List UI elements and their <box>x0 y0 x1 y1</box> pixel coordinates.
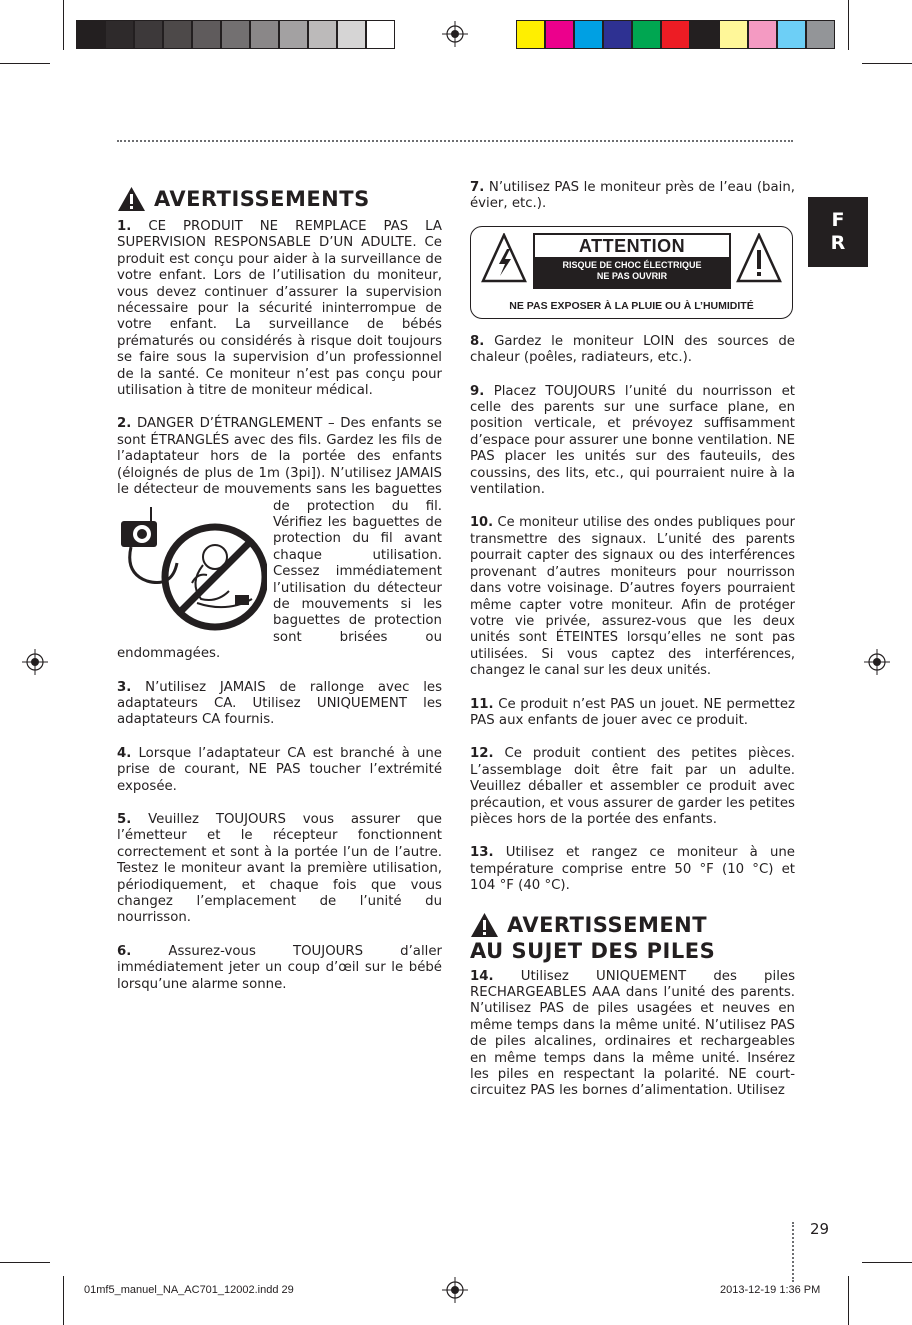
registration-mark-icon <box>864 649 890 675</box>
top-dotted-rule <box>117 140 793 142</box>
warning-triangle-icon <box>470 912 499 938</box>
color-swatch <box>105 20 134 49</box>
language-tab: F R <box>808 197 868 267</box>
crop-mark <box>0 1262 50 1263</box>
warning-4: 4. Lorsque l’adaptateur CA est branché à une prise de courant, NE PAS toucher l’extrémité exposée. <box>117 745 442 794</box>
warning-1: 1. CE PRODUIT NE REMPLACE PAS LA SUPERVISION RESPONSABLE D’UN ADULTE. Ce produit est conçu pour aider à la surveillance de votre enfant. Lors de l’utilisation du moniteur, vous devez continuer d’assurer la supervision nécessaire pour la sécurité ininterrompue de votre enfant. La surveillance de bébés prématurés ou considérés à risque doit toujours se faire sous la supervision d’un professionnel de la santé. Ce moniteur n’est pas conçu pour utilisation à titre de moniteur médical. <box>117 219 442 399</box>
color-swatch <box>192 20 221 49</box>
file-slug: 01mf5_manuel_NA_AC701_12002.indd 29 <box>84 1284 294 1296</box>
warning-3: 3. N’utilisez JAMAIS de rallonge avec les adaptateurs CA. Utilisez UNIQUEMENT les adaptateurs CA fournis. <box>117 679 442 728</box>
color-swatch <box>632 20 661 49</box>
color-swatch <box>279 20 308 49</box>
color-swatch <box>134 20 163 49</box>
exclamation-warning-icon <box>736 233 782 287</box>
warning-triangle-icon <box>117 186 146 212</box>
color-swatch <box>748 20 777 49</box>
crop-mark <box>63 0 64 50</box>
color-swatch <box>545 20 574 49</box>
crop-mark <box>862 63 912 64</box>
crop-mark <box>848 1276 849 1325</box>
crop-mark <box>63 1276 64 1325</box>
color-swatch <box>603 20 632 49</box>
warning-9: 9. Placez TOUJOURS l’unité du nourrisson et celle des parents sur une surface plane, en position verticale, et prévoyez suffisamment d’espace pour assurer une bonne ventilation. NE PAS placer les unités sur des fauteuils, des coussins, des lits, etc., qui pourraient nuire à la ventilation. <box>470 383 795 498</box>
color-swatch <box>777 20 806 49</box>
warning-8: 8. Gardez le moniteur LOIN des sources de chaleur (poêles, radiateurs, etc.). <box>470 333 795 366</box>
warning-11: 11. Ce produit n’est PAS un jouet. NE permettez PAS aux enfants de jouer avec ce produit. <box>470 696 795 728</box>
warning-10: 10. Ce moniteur utilise des ondes publiques pour transmettre des signaux. L’unité des parents pourrait capter des signaux ou des interférences provenant d’autres moniteurs pour nourrisson dans votre voisinage. D’autres foyers pourraient même capter votre moniteur. Afin de protéger votre vie privée, assurez-vous que les deux unités sont ÉTEINTES lorsqu’elles ne sont pas utilisées. Si vous captez des interférences, changez le canal sur les deux unités. <box>470 515 795 679</box>
page-number-dotted-rule <box>792 1222 794 1282</box>
registration-mark-icon <box>442 21 468 47</box>
crop-mark <box>862 1262 912 1263</box>
color-swatch <box>221 20 250 49</box>
crop-mark <box>0 63 50 64</box>
color-swatch <box>574 20 603 49</box>
right-column <box>470 180 795 1100</box>
color-swatch <box>806 20 835 49</box>
page-number: 29 <box>810 1220 830 1238</box>
color-swatch <box>366 20 395 49</box>
warning-6: 6. Assurez-vous TOUJOURS d’aller immédiatement jeter un coup d’œil sur le bébé lorsqu’une alarme sonne. <box>117 943 442 992</box>
attention-center-panel: ATTENTION RISQUE DE CHOC ÉLECTRIQUE NE PAS OUVRIR <box>533 233 731 289</box>
color-swatch <box>163 20 192 49</box>
warnings-heading: AVERTISSEMENTS <box>117 186 442 212</box>
left-column <box>117 186 442 1010</box>
color-swatch <box>337 20 366 49</box>
registration-mark-icon <box>442 1277 468 1303</box>
warning-13: 13. Utilisez et rangez ce moniteur à une température comprise entre 50 °F (10 °C) et 104 °F (40 °C). <box>470 845 795 894</box>
color-swatch <box>250 20 279 49</box>
warning-12: 12. Ce produit contient des petites pièces. L’assemblage doit être fait par un adulte. Veuillez déballer et assembler ce produit avec précaution, et vous assurer de garder les petites pièces hors de la portée des enfants. <box>470 746 795 827</box>
attention-label: ATTENTION RISQUE DE CHOC ÉLECTRIQUE NE PAS OUVRIR NE PAS EXPOSER À LA PLUIE OU À L’HUMIDITÉ <box>470 226 793 319</box>
electric-shock-icon <box>481 233 527 287</box>
warning-14: 14. Utilisez UNIQUEMENT des piles RECHARGEABLES AAA dans l’unité des parents. N’utilisez PAS de piles usagées et neuves en même temps dans la même unité. N’utilisez PAS de piles alcalines, ordinaires et rechargeables en même temps dans la même unité. Insérez les piles en respectant la polarité. NE court-circuitez PAS les bornes d’alimentation. Utilisez <box>470 968 795 1099</box>
warning-7: 7. N’utilisez PAS le moniteur près de l’eau (bain, évier, etc.). <box>470 180 795 212</box>
color-swatch <box>516 20 545 49</box>
color-swatch <box>308 20 337 49</box>
color-swatch <box>76 20 105 49</box>
color-swatch <box>661 20 690 49</box>
crop-mark <box>848 0 849 50</box>
warning-5: 5. Veuillez TOUJOURS vous assurer que l’émetteur et le récepteur fonctionnent correctement et sont à la portée l’un de l’autre. Testez le moniteur avant la première utilisation, périodiquement, et chaque fois que vous changez l’emplacement de l’unité du nourrisson. <box>117 812 442 926</box>
date-slug: 2013-12-19 1:36 PM <box>720 1284 821 1296</box>
color-swatch <box>690 20 719 49</box>
registration-mark-icon <box>22 649 48 675</box>
color-swatch <box>719 20 748 49</box>
warning-2: 2. DANGER D’ÉTRANGLEMENT – Des enfants se sont ÉTRANGLÉS avec des fils. Gardez les fils de l’adaptateur hors de la portée des enfants (éloignés de plus de 1m (3pi]). N’utilisez JAMAIS le détecteur de mouvements sans les baguettes de protection du fil. Vérifiez les baguettes de protection du fil avant chaque utilisation. Cessez immédiatement l’utilisation du détecteur de mouvements si les baguettes de protection sont brisées ou endommagées. <box>117 416 442 662</box>
battery-warning-heading: AVERTISSEMENT AU SUJET DES PILES <box>470 912 716 963</box>
no-cord-baby-icon <box>117 503 267 631</box>
